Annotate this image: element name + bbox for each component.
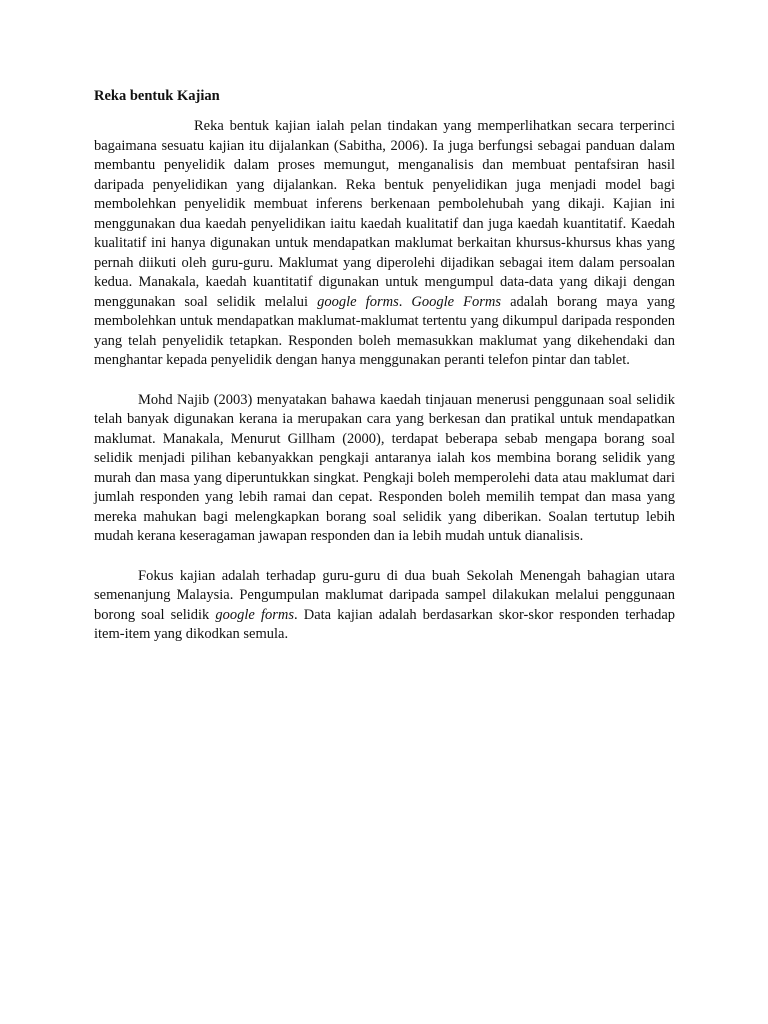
text-run: Mohd Najib (2003) menyatakan bahawa kaedah tinjauan menerusi penggunaan soal selidik telah banyak digunakan kerana ia merupakan cara yang berkesan dan pratikal untuk mendapatkan maklumat. Manakala, Menurut Gillham (2000), terdapat beberapa sebab mengapa borang soal selidik menjadi pilihan kebanyakkan pengkaji antaranya ialah kos membina borang selidik yang murah dan masa yang diperuntukkan singkat. Pengkaji boleh memperolehi data atau maklumat dari jumlah responden yang lebih ramai dan cepat. Responden boleh memilih tempat dan masa yang mereka mahukan bagi melengkapkan borang soal selidik yang diberikan. Soalan tertutup lebih mudah kerana keseragaman jawapan responden dan ia lebih mudah untuk dianalisis.: [94, 391, 675, 544]
text-run: .: [398, 293, 412, 310]
text-run-italic: google forms: [317, 293, 399, 310]
text-run: . Data kajian adalah berdasarkan skor-skor responden terhadap item-item yang dikodkan semula.: [94, 606, 676, 642]
document-page: [94, 86, 675, 665]
text-run: adalah borang maya yang membolehkan untuk mendapatkan maklumat-maklumat tertentu yang dikumpul daripada responden yang telah penyelidik tetapkan. Responden boleh memasukkan maklumat yang dikehendaki dan menghantar kepada penyelidik dengan hanya menggunakan peranti telefon pintar dan tablet.: [94, 293, 676, 368]
paragraph-mohd-najib: [94, 391, 675, 547]
paragraph-fokus-kajian: [94, 567, 675, 645]
text-run: Fokus kajian adalah terhadap guru-guru di dua buah Sekolah Menengah bahagian utara semenanjung Malaysia. Pengumpulan maklumat daripada sampel dilakukan melalui penggunaan borong soal selidik: [94, 567, 675, 623]
section-heading: Reka bentuk Kajian: [94, 88, 220, 104]
text-run-italic: Google Forms: [411, 293, 502, 310]
text-run: Reka bentuk kajian ialah pelan tindakan yang memperlihatkan secara terperinci bagaimana sesuatu kajian itu dijalankan (Sabitha, 2006). Ia juga berfungsi sebagai panduan dalam membantu penyelidik dalam proses memungut, menganalisis dan membuat pentafsiran hasil daripada penyelidikan yang dijalankan. Reka bentuk penyelidikan juga menjadi model bagi membolehkan penyelidik membuat inferens berkenaan pembolehubah yang dikaji. Kajian ini menggunakan dua kaedah penyelidikan iaitu kaedah kualitatif dan juga kaedah kuantitatif. Kaedah kualitatif ini hanya digunakan untuk mendapatkan maklumat berkaitan khursus-khursus khas yang pernah diikuti oleh guru-guru. Maklumat yang diperolehi dijadikan sebagai item dalam persoalan kedua. Manakala, kaedah kuantitatif digunakan untuk mengumpul data-data yang dikaji dengan menggunakan soal selidik melalui: [94, 118, 675, 310]
paragraph-reka-bentuk: [94, 117, 675, 371]
text-run-italic: google forms: [215, 606, 295, 623]
